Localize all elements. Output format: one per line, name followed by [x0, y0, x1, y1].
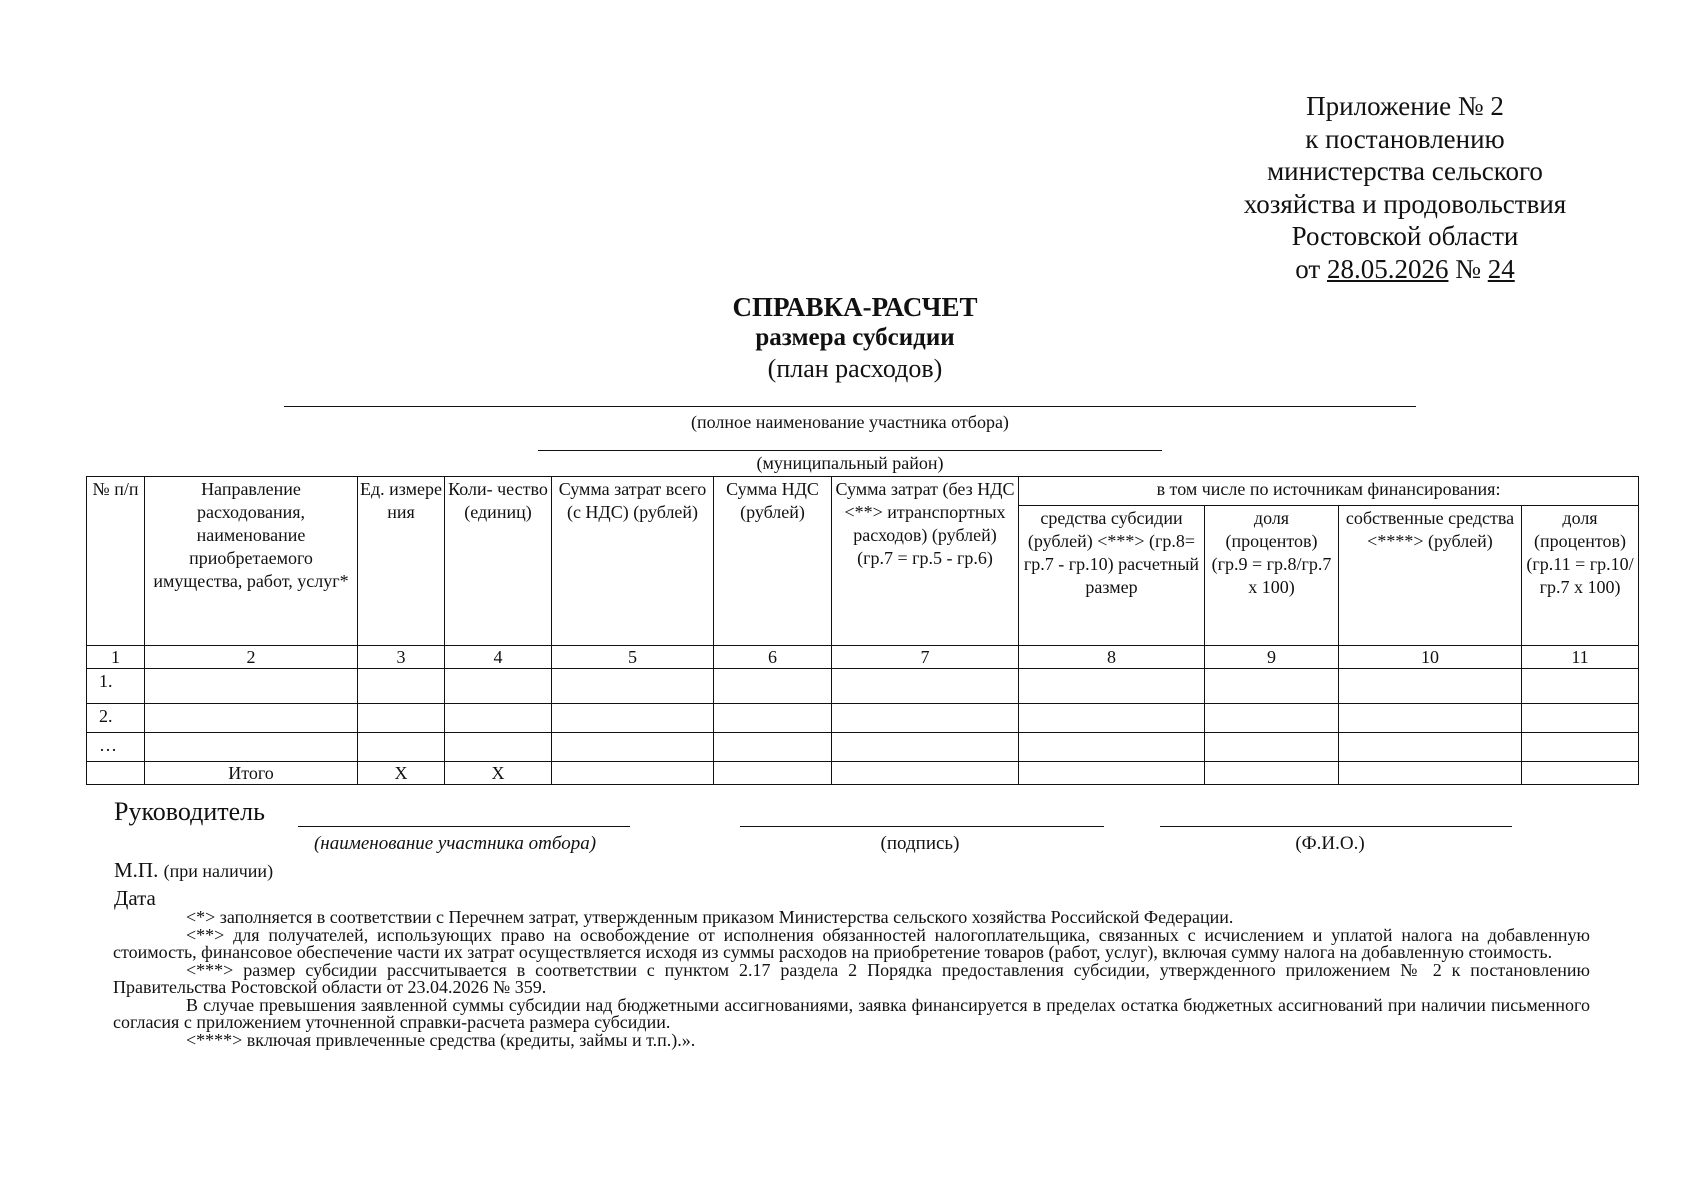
fio-line [1160, 826, 1512, 827]
column-number: 4 [445, 646, 552, 669]
table-cell [1339, 704, 1522, 733]
table-cell [714, 704, 832, 733]
signature-line [740, 826, 1104, 827]
appendix-doc-number: 24 [1487, 253, 1515, 284]
header-cell: доля (процентов) (гр.9 = гр.8/гр.7 х 100) [1205, 506, 1339, 646]
stamp-label [114, 858, 273, 883]
table-header-row [87, 477, 1639, 506]
table-cell [445, 669, 552, 704]
table-cell [445, 733, 552, 762]
head-label: Руководитель [114, 797, 265, 826]
table-cell [145, 704, 358, 733]
footnote: <****> включая привлеченные средства (кредиты, займы и т.п.).». [186, 1029, 696, 1050]
table-cell [714, 669, 832, 704]
footnote: <*> заполняется в соответствии с Перечнем затрат, утвержденным приказом Министерства сельского хозяйства Российской Федерации. [186, 907, 1234, 927]
table-cell [714, 733, 832, 762]
header-cell: собственные средства <****> (рублей) [1339, 506, 1522, 646]
document-subtitle-paren: (план расходов) [767, 354, 943, 383]
header-cell: № п/п [87, 477, 145, 646]
table-cell [552, 704, 714, 733]
table-cell [1019, 704, 1205, 733]
table-cell [1019, 762, 1205, 785]
table-cell [1019, 669, 1205, 704]
fio-caption: (Ф.И.О.) [1295, 833, 1365, 854]
row-number: 2. [87, 704, 145, 733]
table-row [87, 704, 1639, 733]
table-cell [1339, 733, 1522, 762]
document-subtitle: размера субсидии [755, 324, 955, 351]
table-cell [1205, 669, 1339, 704]
signature-caption: (подпись) [880, 833, 960, 854]
column-number: 9 [1205, 646, 1339, 669]
table-cell [1339, 762, 1522, 785]
table-cell [1522, 762, 1639, 785]
column-number: 10 [1339, 646, 1522, 669]
number-prefix: № [1448, 253, 1488, 284]
appendix-ministry-line: министерства сельского [1267, 156, 1543, 186]
column-number: 5 [552, 646, 714, 669]
total-row [87, 762, 1639, 785]
table-cell [832, 669, 1019, 704]
table-cell [552, 733, 714, 762]
participant-name-caption: (полное наименование участника отбора) [691, 412, 1009, 432]
appendix-date-line [1225, 253, 1585, 286]
table-cell [1522, 669, 1639, 704]
header-cell: Сумма затрат всего (с НДС) (рублей) [552, 477, 714, 646]
footnote: В случае превышения заявленной суммы субсидии над бюджетными ассигнованиями, заявка финансируется в пределах остатка бюджетных ассигнований при наличии письменного согласия с приложением уточненной справки-расчета размера субсидии. [113, 994, 1590, 1032]
header-cell: Сумма НДС (рублей) [714, 477, 832, 646]
footnote: <**> для получателей, использующих право на освобождение от исполнения обязанностей налогоплательщика, связанных с исчислением и уплатой налога на добавленную стоимость, финансовое обеспечение части их затрат осуществляется исходя из суммы расходов на приобретение товаров (работ, услуг), включая сумму налога на добавленную стоимость. [113, 924, 1590, 962]
district-caption: (муниципальный район) [756, 453, 944, 473]
participant-signature-line [298, 826, 630, 827]
table-cell [832, 704, 1019, 733]
appendix-region-line: Ростовской области [1291, 221, 1519, 251]
appendix-resolution-line: к постановлению [1305, 123, 1505, 154]
column-number: 1 [87, 646, 145, 669]
table-cell [358, 704, 445, 733]
footnote: <***> размер субсидии рассчитывается в соответствии с пунктом 2.17 раздела 2 Порядка предоставления субсидии, утвержденного приложением № 2 к постановлению Правительства Ростовской области от 23.04.2026 № 359. [113, 959, 1590, 997]
table-cell [552, 762, 714, 785]
table-cell [1522, 733, 1639, 762]
total-label: Итого [145, 762, 358, 785]
table-cell [145, 669, 358, 704]
table-row [87, 733, 1639, 762]
table-row [87, 669, 1639, 704]
row-number: … [87, 733, 145, 762]
participant-name-caption-sign: (наименование участника отбора) [313, 833, 597, 854]
appendix-block [1225, 90, 1585, 285]
header-cell: Направление расходования, наименование приобретаемого имущества, работ, услуг* [145, 477, 358, 646]
document-title: СПРАВКА-РАСЧЕТ [732, 292, 978, 322]
stamp-note: (при наличии) [163, 861, 274, 881]
header-cell: доля (процентов) (гр.11 = гр.10/гр.7 х 100) [1522, 506, 1639, 646]
header-cell: Ед. измере ния [358, 477, 445, 646]
table-cell [832, 733, 1019, 762]
table-cell [87, 762, 145, 785]
column-number-row [87, 646, 1639, 669]
total-unit-mark: Х [358, 762, 445, 785]
column-number: 3 [358, 646, 445, 669]
table-cell [145, 733, 358, 762]
table-cell [1339, 669, 1522, 704]
column-number: 8 [1019, 646, 1205, 669]
header-group-cell: в том числе по источникам финансирования: [1019, 477, 1639, 506]
participant-name-line [284, 406, 1416, 407]
total-quantity-mark: Х [445, 762, 552, 785]
table-cell [445, 704, 552, 733]
appendix-date: 28.05.2026 [1326, 253, 1449, 284]
table-cell [1019, 733, 1205, 762]
appendix-number: Приложение № 2 [1306, 91, 1504, 121]
appendix-ministry-line-2: хозяйства и продовольствия [1243, 188, 1567, 219]
table-cell [714, 762, 832, 785]
stamp-mp: М.П. [114, 858, 159, 882]
column-number: 2 [145, 646, 358, 669]
district-line [538, 450, 1162, 451]
table-cell [1205, 733, 1339, 762]
date-prefix: от [1295, 253, 1327, 284]
calculation-table [86, 476, 1639, 785]
row-number: 1. [87, 669, 145, 704]
header-cell: средства субсидии (рублей) <***> (гр.8= гр.7 - гр.10) расчетный размер [1019, 506, 1205, 646]
table-cell [358, 669, 445, 704]
column-number: 7 [832, 646, 1019, 669]
column-number: 11 [1522, 646, 1639, 669]
header-cell: Сумма затрат (без НДС <**> итранспортных расходов) (рублей) (гр.7 = гр.5 - гр.6) [832, 477, 1019, 646]
column-number: 6 [714, 646, 832, 669]
footnotes [113, 909, 1590, 1049]
table-cell [1522, 704, 1639, 733]
table-cell [552, 669, 714, 704]
table-cell [1205, 704, 1339, 733]
table-cell [358, 733, 445, 762]
table-cell [832, 762, 1019, 785]
table-cell [1205, 762, 1339, 785]
date-label: Дата [114, 886, 156, 910]
header-cell: Коли- чество (единиц) [445, 477, 552, 646]
